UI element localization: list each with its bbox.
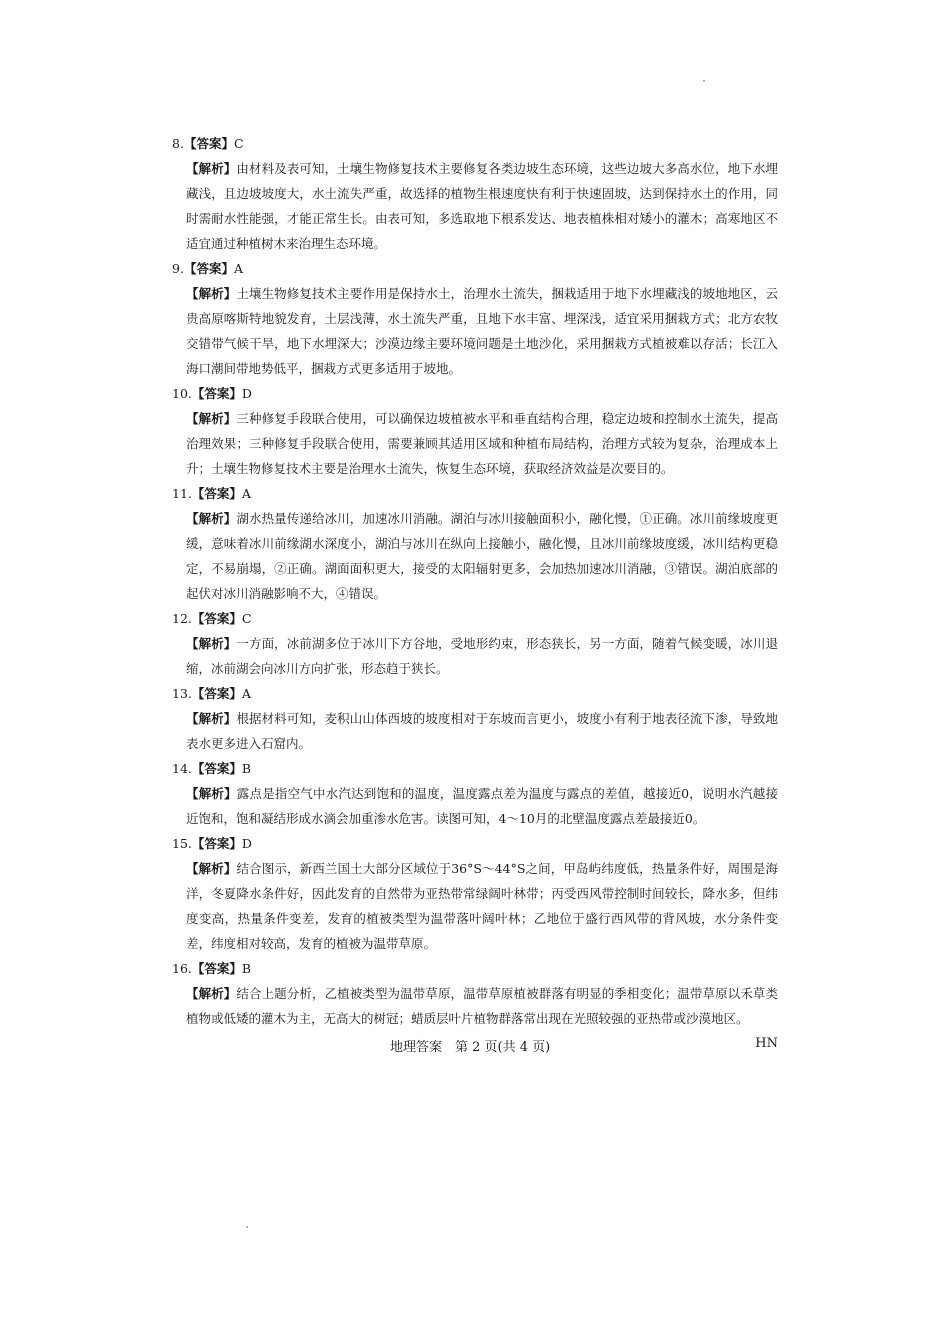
analysis-text: 结合图示，新西兰国土大部分区域位于36°S～44°S之间，甲岛屿纬度低，热量条件好，周围是海洋，冬夏降水条件好，因此发育的自然带为亚热带常绿阔叶林带；丙受西风带控制时间较长，降水多，但纬度变高，热量条件变差，发育的植被类型为温带落叶阔叶林；乙地位于盛行西风带的背风坡，水分条件变差，纬度相对较高，发育的植被为温带草原。	[186, 861, 778, 951]
answer-item	[172, 481, 778, 606]
scan-speck	[246, 1226, 248, 1228]
analysis-paragraph	[172, 981, 778, 1031]
answer-value: C	[233, 136, 244, 151]
analysis-tag: 【解析】	[186, 286, 237, 301]
answer-value: D	[241, 386, 252, 401]
analysis-text: 一方面，冰前湖多位于冰川下方谷地，受地形约束，形态狭长，另一方面，随着气候变暖，冰川退缩，冰前湖会向冰川方向扩张，形态趋于狭长。	[186, 636, 778, 676]
answer-line	[172, 481, 778, 506]
analysis-paragraph	[172, 406, 778, 481]
scan-speck	[703, 80, 705, 82]
question-number: 12.	[172, 611, 192, 626]
answer-value: A	[241, 686, 251, 701]
question-number: 8.	[172, 136, 184, 151]
question-number: 10.	[172, 386, 192, 401]
answer-tag: 【答案】	[191, 761, 242, 776]
analysis-paragraph	[172, 631, 778, 681]
answer-value: B	[241, 961, 252, 976]
answer-tag: 【答案】	[191, 611, 242, 626]
analysis-text: 土壤生物修复技术主要作用是保持水土，治理水土流失，捆栽适用于地下水埋藏浅的坡地地区，云贵高原喀斯特地貌发育，土层浅薄，水土流失严重，且地下水丰富、埋深浅，适宜采用捆栽方式；北方农牧交错带气候干旱，地下水埋深大；沙漠边缘主要环境问题是土地沙化，采用捆栽方式植被难以存活；长江入海口潮间带地势低平，捆栽方式更多适用于坡地。	[186, 286, 778, 376]
analysis-paragraph	[172, 281, 778, 381]
analysis-tag: 【解析】	[186, 511, 237, 526]
answer-tag: 【答案】	[191, 386, 242, 401]
question-number: 11.	[172, 486, 192, 501]
question-number: 16.	[172, 961, 192, 976]
answer-tag: 【答案】	[191, 486, 242, 501]
answer-item	[172, 381, 778, 481]
analysis-tag: 【解析】	[186, 711, 237, 726]
answer-tag: 【答案】	[183, 261, 234, 276]
analysis-tag: 【解析】	[186, 411, 237, 426]
answer-value: A	[233, 261, 243, 276]
analysis-paragraph	[172, 506, 778, 606]
answer-value: D	[241, 836, 252, 851]
analysis-text: 湖水热量传递给冰川，加速冰川消融。湖泊与冰川接触面积小，融化慢，①正确。冰川前缘坡度更缓，意味着冰川前缘湖水深度小，湖泊与冰川在纵向上接触小，融化慢，且冰川前缘坡度缓，冰川结构更稳定，不易崩塌，②正确。湖面面积更大，接受的太阳辐射更多，会加热加速冰川消融，③错误。湖泊底部的起伏对冰川消融影响不大，④错误。	[186, 511, 778, 601]
analysis-tag: 【解析】	[186, 861, 237, 876]
answer-value: C	[241, 611, 252, 626]
answer-line	[172, 606, 778, 631]
answer-item	[172, 606, 778, 681]
answer-item	[172, 956, 778, 1031]
answer-item	[172, 256, 778, 381]
analysis-text: 三种修复手段联合使用，可以确保边坡植被水平和垂直结构合理，稳定边坡和控制水土流失，提高治理效果；三种修复手段联合使用，需要兼顾其适用区域和种植布局结构，治理方式较为复杂，治理成本上升；土壤生物修复技术主要是治理水土流失，恢复生态环境，获取经济效益是次要目的。	[186, 411, 778, 476]
answer-line	[172, 681, 778, 706]
analysis-paragraph	[172, 856, 778, 956]
answer-line	[172, 756, 778, 781]
analysis-text: 根据材料可知，麦积山山体西坡的坡度相对于东坡而言更小，坡度小有利于地表径流下渗，导致地表水更多进入石窟内。	[186, 711, 778, 751]
analysis-paragraph	[172, 706, 778, 756]
answer-item	[172, 131, 778, 256]
answer-tag: 【答案】	[191, 961, 242, 976]
question-number: 15.	[172, 836, 192, 851]
answer-value: B	[241, 761, 252, 776]
answer-line	[172, 831, 778, 856]
answer-tag: 【答案】	[183, 136, 234, 151]
analysis-paragraph	[172, 781, 778, 831]
answer-line	[172, 381, 778, 406]
analysis-text: 结合上题分析，乙植被类型为温带草原，温带草原植被群落有明显的季相变化；温带草原以禾草类植物或低矮的灌木为主，无高大的树冠；蜡质层叶片植物群落常出现在光照较强的亚热带或沙漠地区。	[186, 986, 778, 1026]
answer-item	[172, 831, 778, 956]
analysis-paragraph	[172, 156, 778, 256]
answer-list	[172, 131, 778, 1031]
question-number: 13.	[172, 686, 192, 701]
analysis-text: 露点是指空气中水汽达到饱和的温度，温度露点差为温度与露点的差值，越接近0，说明水汽越接近饱和，饱和凝结形成水滴会加重渗水危害。读图可知，4～10月的北壁温度露点差最接近0。	[186, 786, 778, 826]
analysis-tag: 【解析】	[186, 636, 237, 651]
question-number: 9.	[172, 261, 184, 276]
answer-line	[172, 256, 778, 281]
answer-tag: 【答案】	[191, 836, 242, 851]
answer-line	[172, 131, 778, 156]
answer-line	[172, 956, 778, 981]
analysis-tag: 【解析】	[186, 786, 237, 801]
question-number: 14.	[172, 761, 192, 776]
analysis-tag: 【解析】	[186, 161, 237, 176]
footer-page-label: 地理答案 第 2 页(共 4 页)	[390, 1040, 551, 1055]
answer-item	[172, 756, 778, 831]
analysis-tag: 【解析】	[186, 986, 237, 1001]
footer-code: HN	[755, 1036, 778, 1051]
answer-tag: 【答案】	[191, 686, 242, 701]
answer-item	[172, 681, 778, 756]
answer-value: A	[241, 486, 251, 501]
analysis-text: 由材料及表可知，土壤生物修复技术主要修复各类边坡生态环境，这些边坡大多高水位，地下水埋藏浅，且边坡坡度大，水土流失严重，故选择的植物生根速度快有利于快速固坡，达到保持水土的作用，同时需耐水性能强，才能正常生长。由表可知，多选取地下根系发达、地表植株相对矮小的灌木；高寒地区不适宜通过种植树木来治理生态环境。	[186, 161, 778, 251]
